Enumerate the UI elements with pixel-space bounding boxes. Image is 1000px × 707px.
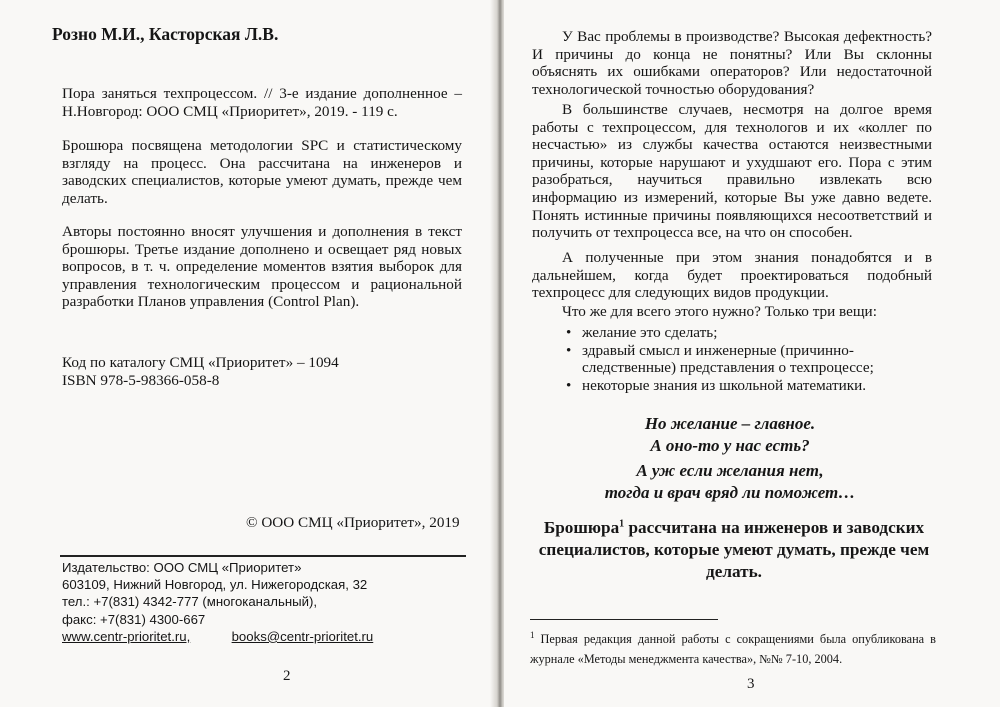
website-link[interactable]: www.centr-prioritet.ru, xyxy=(62,628,191,644)
publisher-address: 603109, Нижний Новгород, ул. Нижегородская, 32 xyxy=(62,577,368,593)
publisher-block xyxy=(62,559,373,645)
catalog-code: Код по каталогу СМЦ «Приоритет» – 1094 xyxy=(62,354,339,371)
page-number: 3 xyxy=(747,676,755,692)
divider xyxy=(60,555,466,557)
conclusion: Брошюра$^1$ рассчитана на инженеров и заводских специалистов, которые умеют думать, прежде чем делать. xyxy=(538,518,930,581)
footnote-marker: 1 xyxy=(619,518,625,530)
list-item: • желание это сделать; xyxy=(566,324,718,341)
motto-1: Но желание – главное. А оно-то у нас есть? xyxy=(644,414,816,455)
question-line: Что же для всего этого нужно? Только три вещи: xyxy=(562,303,877,320)
page-number: 2 xyxy=(283,668,291,684)
footnote-divider xyxy=(530,619,718,620)
motto-2: А уж если желания нет, тогда и врач вряд ли поможет… xyxy=(604,461,856,502)
edition-updates: Авторы постоянно вносят улучшения и дополнения в текст брошюры. Третье издание дополнено и освещает ряд новых вопросов, в т. ч. определение моментов взятия выборок для управления технологическим процессом и рациональной разработки Планов управления (Control Plan). xyxy=(62,223,462,311)
list-item: • некоторые знания из школьной математики. xyxy=(566,376,867,394)
intro-paragraph: У Вас проблемы в производстве? Высокая дефектность? И причины до конца не понятны? Или Вы склонны объяснять их ошибками операторов? Или недостаточной технологической точностью оборудования? xyxy=(532,28,932,98)
list-item: • здравый смысл и инженерные (причинно- следственные) представления о техпроцессе; xyxy=(566,341,874,377)
authors: Розно М.И., Касторская Л.В. xyxy=(52,24,279,44)
left-page xyxy=(0,0,496,707)
email-link[interactable]: books@centr-prioritet.ru xyxy=(231,628,374,644)
bullet-icon: • xyxy=(566,376,572,394)
brochure-description: Брошюра посвящена методологии SPC и статистическому взгляду на процесс. Она рассчитана на инженеров и заводских специалистов, которые умеют думать, прежде чем делать. xyxy=(62,137,462,207)
copyright: © ООО СМЦ «Приоритет», 2019 xyxy=(246,514,460,531)
bibliographic-record: Пора заняться техпроцессом. // 3-е издание дополненное – Н.Новгород: ООО СМЦ «Приоритет», 2019. - 119 с. xyxy=(62,85,462,120)
publisher-fax: факс: +7(831) 4300-667 xyxy=(62,611,206,627)
bullet-icon: • xyxy=(566,324,572,341)
isbn: ISBN 978-5-98366-058-8 xyxy=(62,372,220,389)
publisher-phone: тел.: +7(831) 4342-777 (многоканальный), xyxy=(62,594,318,610)
requirements-list xyxy=(564,324,874,394)
publisher-name: Издательство: ООО СМЦ «Приоритет» xyxy=(62,560,302,575)
footnote: $^1$ Первая редакция данной работы с сокращениями была опубликована в журнале «Методы менеджмента качества», №№ 7-10, 2004. xyxy=(530,630,936,667)
bullet-icon: • xyxy=(566,341,572,359)
publisher-links xyxy=(62,628,373,645)
problem-paragraph: В большинстве случаев, несмотря на долгое время работы с техпроцессом, для технологов и их «коллег по несчастью» из службы качества остаются неизвестными причины, которые нарушают и ухудшают его. Пора с этим разобраться, научиться правильно извлекать всю информацию из измерений, которые Вы уже давно ведете. Понять истинные причины появляющихся несоответствий и получить от техпроцесса все, на что он способен. xyxy=(532,101,932,242)
future-paragraph: А полученные при этом знания понадобятся и в дальнейшем, когда будет проектироваться подобный техпроцесс для следующих видов продукции. xyxy=(532,249,932,302)
